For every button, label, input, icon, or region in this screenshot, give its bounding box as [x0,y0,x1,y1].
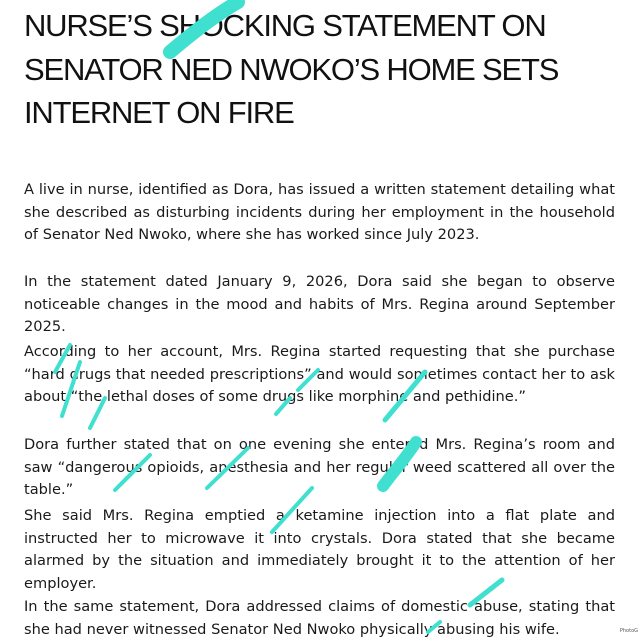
photo-credit: PhotoG [619,628,638,634]
paragraph-1: A live in nurse, identified as Dora, has issued a written statement detailing what she described as disturbing incidents during her employment in the household of Senator Ned Nwoko, where she has worked since July 2023. [24,181,615,243]
paragraph-2: In the statement dated January 9, 2026, Dora said she began to observe noticeable changes in the mood and habits of Mrs. Regina around September 2025. [24,273,615,335]
paragraph-3: According to her account, Mrs. Regina started requesting that she purchase “hard drugs that needed prescriptions” and would sometimes contact her to ask about “the lethal doses of some drugs like morphine and pethidine.” [24,343,615,405]
paragraph-4: Dora further stated that on one evening she entered Mrs. Regina’s room and saw “dangerous opioids, anesthesia and her regular weed scattered all over the table.” [24,436,615,498]
headline: NURSE’S SHOCKING STATEMENT ON SENATOR NED NWOKO’S HOME SETS INTERNET ON FIRE [24,8,559,130]
paragraph-5: She said Mrs. Regina emptied a ketamine injection into a flat plate and instructed her to microwave it into crystals. Dora stated that she became alarmed by the situation and immediately brought it to the attention of her employer. [24,507,615,592]
paragraph-6: In the same statement, Dora addressed claims of domestic abuse, stating that she had never witnessed Senator Ned Nwoko physically abusing his wife. [24,598,615,638]
